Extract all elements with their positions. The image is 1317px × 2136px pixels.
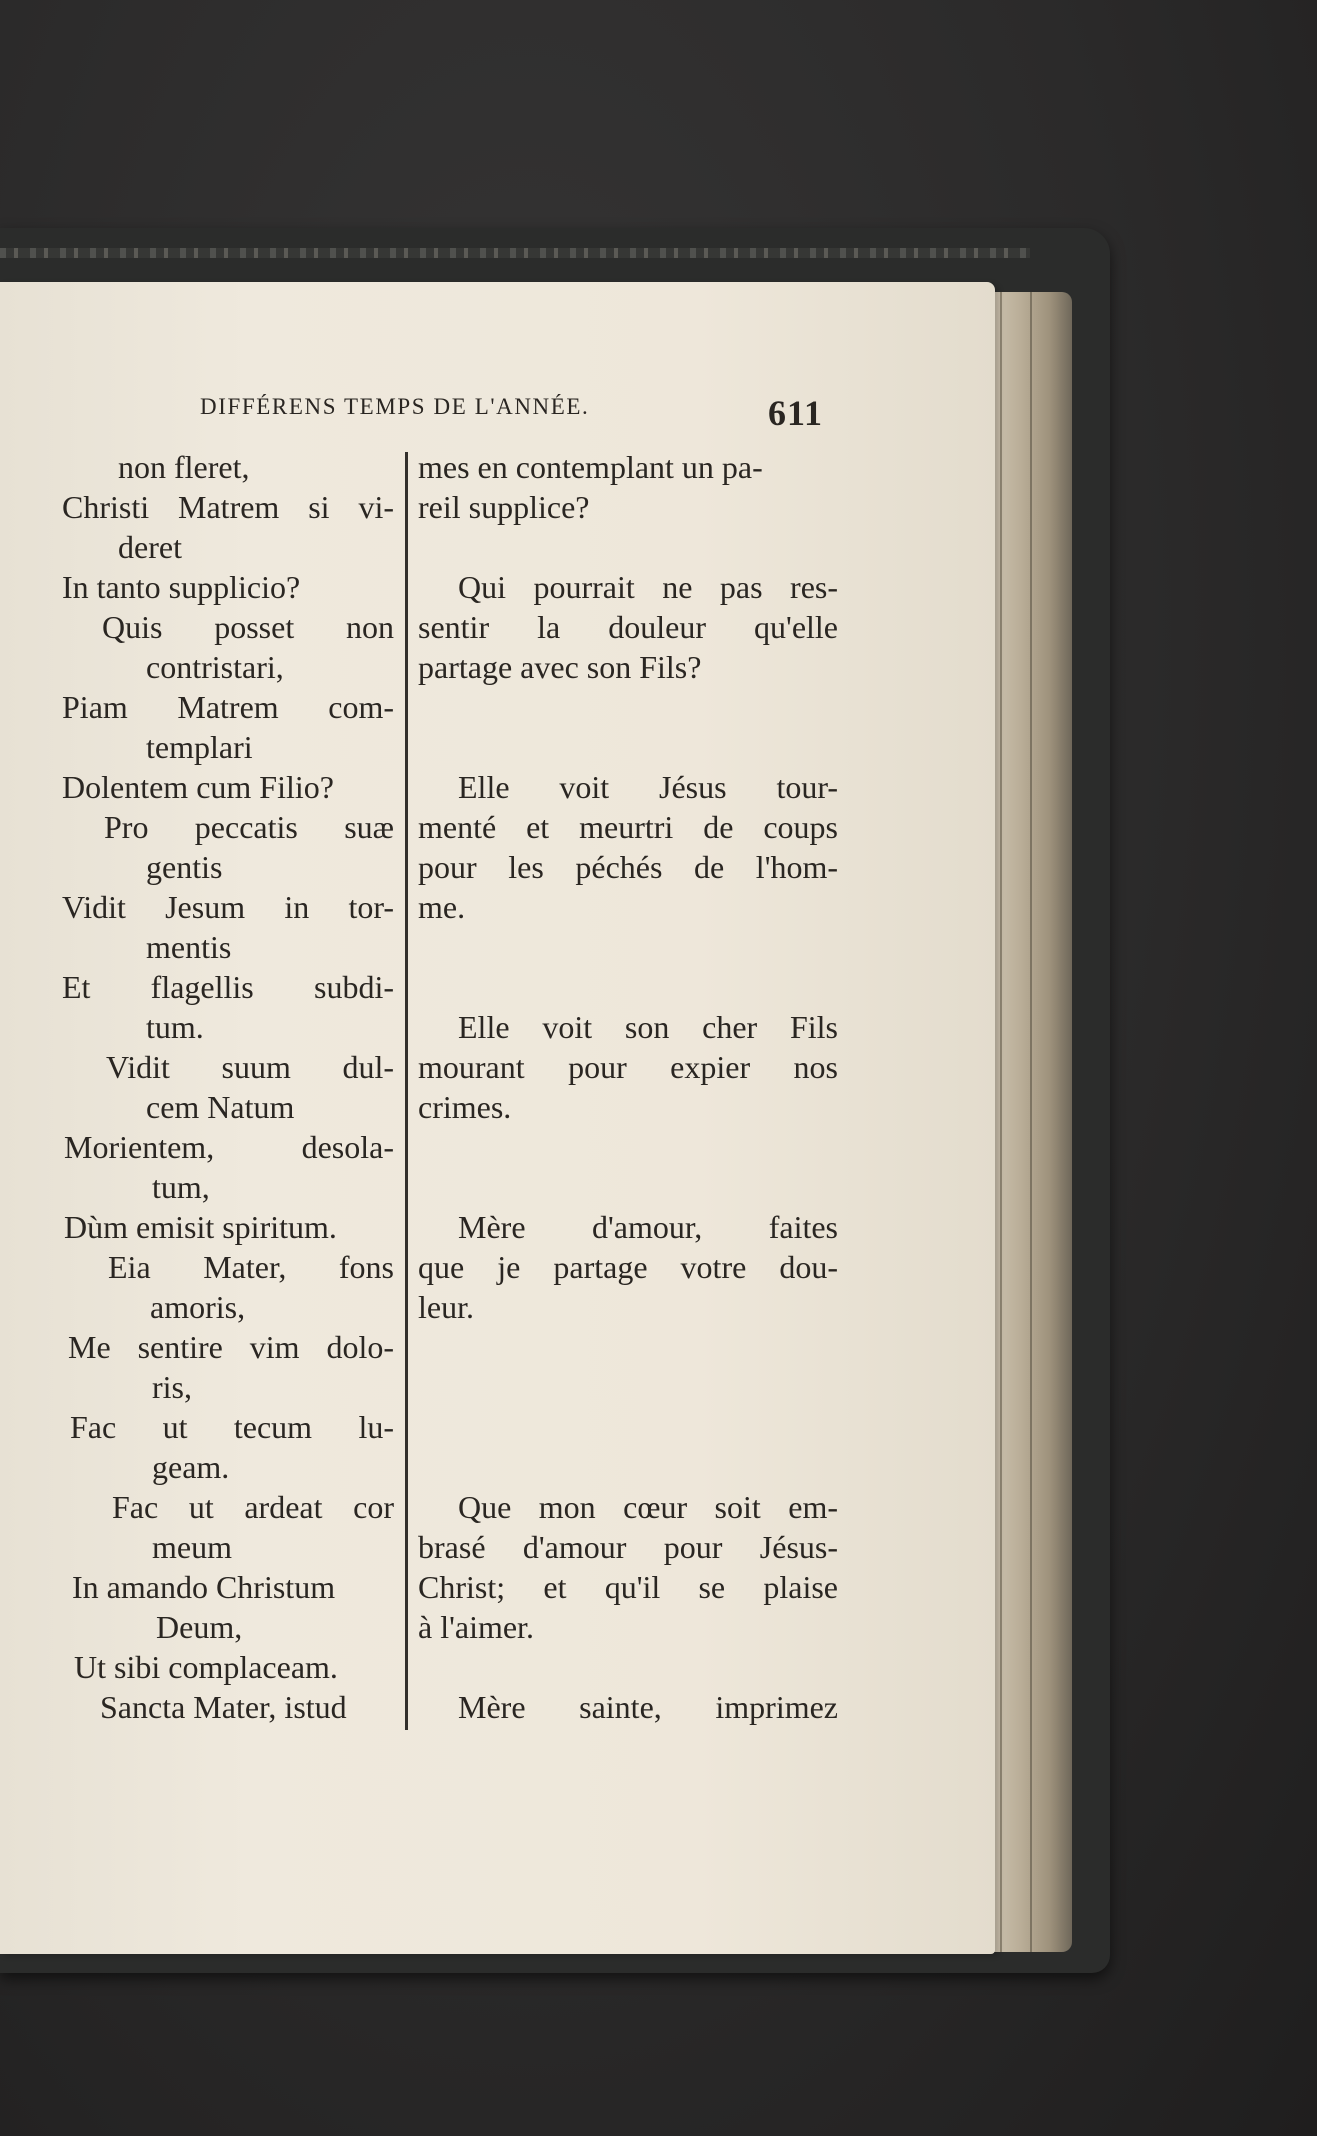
french-line: à l'aimer. (418, 1609, 534, 1645)
french-line: Qui pourrait ne pas res- (458, 569, 838, 605)
latin-line: Morientem, desola- (64, 1129, 394, 1165)
french-line: mourant pour expier nos (418, 1049, 838, 1085)
latin-line: amoris, (150, 1289, 246, 1325)
latin-line: templari (146, 729, 253, 765)
latin-line: Piam Matrem com- (62, 689, 394, 725)
french-line: Elle voit Jésus tour- (458, 769, 838, 805)
latin-line: deret (118, 529, 182, 565)
french-line: brasé d'amour pour Jésus- (418, 1529, 838, 1565)
latin-line: In amando Christum (72, 1569, 336, 1605)
latin-line: Sancta Mater, istud (100, 1689, 347, 1725)
latin-line: tum, (152, 1169, 210, 1205)
french-line: partage avec son Fils? (418, 649, 702, 685)
latin-line: Vidit suum dul- (106, 1049, 394, 1085)
latin-line: Me sentire vim dolo- (68, 1329, 394, 1365)
latin-line: geam. (152, 1449, 230, 1485)
latin-line: Eia Mater, fons (108, 1249, 394, 1285)
latin-line: Christi Matrem si vi- (62, 489, 394, 525)
latin-line: Fac ut ardeat cor (112, 1489, 394, 1525)
french-line: Que mon cœur soit em- (458, 1489, 838, 1525)
french-line: mes en contemplant un pa- (418, 449, 763, 485)
latin-line: Dolentem cum Filio? (62, 769, 334, 805)
french-line: me. (418, 889, 466, 925)
latin-line: In tanto supplicio? (62, 569, 301, 605)
french-line: pour les péchés de l'hom- (418, 849, 838, 885)
french-line: sentir la douleur qu'elle (418, 609, 838, 645)
french-line: Elle voit son cher Fils (458, 1009, 838, 1045)
french-line: Mère sainte, imprimez (458, 1689, 838, 1725)
latin-line: mentis (146, 929, 232, 965)
french-line: crimes. (418, 1089, 512, 1125)
latin-line: meum (152, 1529, 232, 1565)
latin-line: non fleret, (118, 449, 250, 485)
column-divider (405, 452, 408, 1730)
latin-line: Quis posset non (102, 609, 394, 645)
running-title: DIFFÉRENS TEMPS DE L'ANNÉE. (200, 394, 590, 419)
cover-ornament (0, 248, 1030, 258)
latin-line: cem Natum (146, 1089, 295, 1125)
latin-line: ris, (152, 1369, 192, 1405)
latin-line: Deum, (156, 1609, 243, 1645)
latin-line: Et flagellis subdi- (62, 969, 394, 1005)
french-line: reil supplice? (418, 489, 590, 525)
latin-line: Fac ut tecum lu- (70, 1409, 394, 1445)
french-line: Mère d'amour, faites (458, 1209, 838, 1245)
latin-line: tum. (146, 1009, 204, 1045)
latin-line: Ut sibi complaceam. (74, 1649, 338, 1685)
french-line: menté et meurtri de coups (418, 809, 838, 845)
latin-line: gentis (146, 849, 223, 885)
latin-line: Pro peccatis suæ (104, 809, 394, 845)
latin-line: Dùm emisit spiritum. (64, 1209, 337, 1245)
french-line: que je partage votre dou- (418, 1249, 838, 1285)
latin-line: contristari, (146, 649, 284, 685)
page-number: 611 (768, 393, 824, 433)
french-line: Christ; et qu'il se plaise (418, 1569, 838, 1605)
latin-line: Vidit Jesum in tor- (62, 889, 394, 925)
french-line: leur. (418, 1289, 474, 1325)
